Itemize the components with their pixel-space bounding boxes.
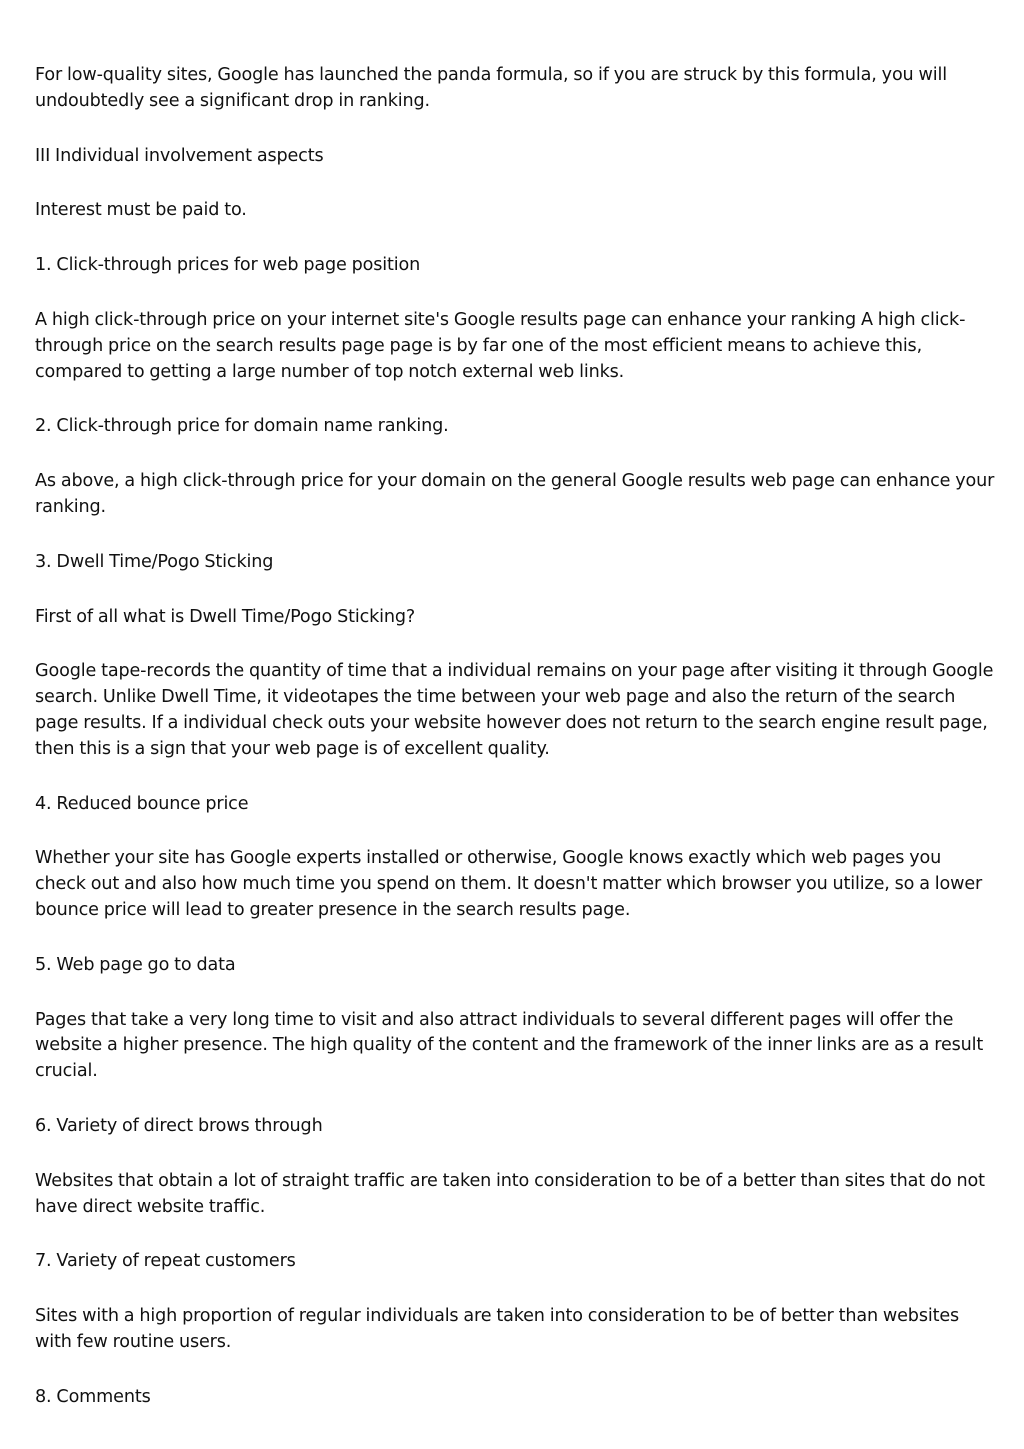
section-heading-individual-involvement: III Individual involvement aspects <box>35 145 324 166</box>
item-heading-page-visit-data: 5. Web page go to data <box>35 954 236 975</box>
paragraph-click-through-domain: As above, a high click-through price for your domain on the general Google results web page can enhance your ranking. <box>35 471 995 517</box>
item-heading-click-through-position: 1. Click-through prices for web page position <box>35 255 421 276</box>
paragraph-panda-intro: For low-quality sites, Google has launched the panda formula, so if you are struck by this formula, you will undoubtedly see a significant drop in ranking. <box>35 65 947 111</box>
item-heading-repeat-customers: 7. Variety of repeat customers <box>35 1251 296 1272</box>
paragraph-click-through-position: A high click-through price on your internet site's Google results page can enhance your ranking A high click-through price on the search results page page is by far one of the most efficient means to achieve this, compared to getting a large number of top notch external web links. <box>35 309 966 382</box>
paragraph-dwell-time-question: First of all what is Dwell Time/Pogo Sticking? <box>35 606 416 627</box>
paragraph-direct-visits: Websites that obtain a lot of straight traffic are taken into consideration to be of a better than sites that do not have direct website traffic. <box>35 1170 985 1217</box>
item-heading-bounce-price: 4. Reduced bounce price <box>35 793 249 814</box>
paragraph-interest: Interest must be paid to. <box>35 200 247 221</box>
paragraph-dwell-time: Google tape-records the quantity of time that a individual remains on your page after visiting it through Google search. Unlike Dwell Time, it videotapes the time between your web page and also the return of the search page results. If a individual check outs your website however does not return to the search engine result page, then this is a sign that your web page is of excellent quality. <box>35 661 994 759</box>
paragraph-repeat-customers: Sites with a high proportion of regular individuals are taken into consideration to be of better than websites with few routine users. <box>35 1306 960 1352</box>
item-heading-direct-visits: 6. Variety of direct brows through <box>35 1115 323 1136</box>
document-body <box>35 63 995 1440</box>
item-heading-click-through-domain: 2. Click-through price for domain name ranking. <box>35 416 449 437</box>
paragraph-page-visit-data: Pages that take a very long time to visit and also attract individuals to several different pages will offer the website a higher presence. The high quality of the content and the framework of the inner links are as a result crucial. <box>35 1009 984 1082</box>
item-heading-comments: 8. Comments <box>35 1386 151 1407</box>
paragraph-bounce-price: Whether your site has Google experts installed or otherwise, Google knows exactly which web pages you check out and also how much time you spend on them. It doesn't matter which browser you utilize, so a lower bounce price will lead to greater presence in the search results page. <box>35 848 983 920</box>
item-heading-dwell-time: 3. Dwell Time/Pogo Sticking <box>35 551 274 572</box>
